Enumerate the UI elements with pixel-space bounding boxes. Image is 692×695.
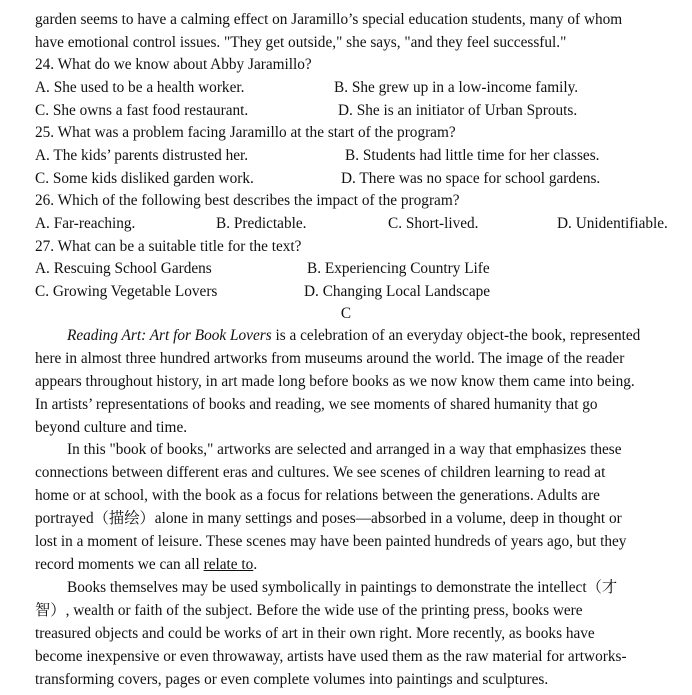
question-25-option-c: C. Some kids disliked garden work. <box>35 170 254 187</box>
question-24-option-b: B. She grew up in a low-income family. <box>334 79 579 96</box>
section-c-p3-line: Books themselves may be used symbolically in paintings to demonstrate the intellect（才 <box>67 579 618 596</box>
question-27-stem: 27. What can be a suitable title for the text? <box>35 238 302 255</box>
section-c-p2-line: connections between different eras and cultures. We see scenes of children learning to read at <box>35 464 606 481</box>
question-27-option-b: B. Experiencing Country Life <box>307 260 490 277</box>
passage-text: . <box>253 556 258 573</box>
question-26-option-a: A. Far-reaching. <box>35 215 136 232</box>
question-24-option-d: D. She is an initiator of Urban Sprouts. <box>338 102 578 119</box>
question-27-option-c: C. Growing Vegetable Lovers <box>35 283 218 300</box>
question-24-option-a: A. She used to be a health worker. <box>35 79 245 96</box>
question-26-option-d: D. Unidentifiable. <box>557 215 668 232</box>
question-26-option-c: C. Short-lived. <box>388 215 479 232</box>
question-25-option-b: B. Students had little time for her classes. <box>345 147 600 164</box>
section-c-p1-line <box>67 325 640 347</box>
passage-text: is a celebration of an everyday object-the book, represented <box>271 327 641 344</box>
section-c-p1-line: In artists’ representations of books and reading, we see moments of shared humanity that go <box>35 396 598 413</box>
section-c-p2-line: portrayed（描绘）alone in many settings and poses—absorbed in a volume, deep in thought or <box>35 510 622 527</box>
section-c-p1-line: appears throughout history, in art made long before books as we now know them came into being. <box>35 373 635 390</box>
section-c-p2-line: home or at school, with the book as a focus for relations between the generations. Adults are <box>35 487 600 504</box>
question-27-option-d: D. Changing Local Landscape <box>304 283 491 300</box>
section-c-p1-line: beyond culture and time. <box>35 419 188 436</box>
section-c-p2-line <box>35 554 257 576</box>
section-c-p3-line: treasured objects and could be works of art in their own right. More recently, as books have <box>35 625 595 642</box>
question-26-option-b: B. Predictable. <box>216 215 307 232</box>
book-title: Reading Art: Art for Book Lovers <box>67 327 272 344</box>
passage-text-line: have emotional control issues. "They get outside," she says, "and they feel successful." <box>35 34 567 51</box>
section-c-p2-line: In this "book of books," artworks are selected and arranged in a way that emphasizes these <box>67 441 622 458</box>
question-25-option-a: A. The kids’ parents distrusted her. <box>35 147 249 164</box>
passage-text: record moments we can all <box>35 556 204 573</box>
question-27-option-a: A. Rescuing School Gardens <box>35 260 212 277</box>
section-c-p2-line: lost in a moment of leisure. These scenes may have been painted hundreds of years ago, but they <box>35 533 627 550</box>
section-c-heading: C <box>340 305 352 322</box>
question-26-stem: 26. Which of the following best describes the impact of the program? <box>35 192 460 209</box>
section-c-p3-line: 智）, wealth or faith of the subject. Before the wide use of the printing press, books were <box>35 602 583 619</box>
section-c-p1-line: here in almost three hundred artworks from museums around the world. The image of the reader <box>35 350 625 367</box>
question-25-option-d: D. There was no space for school gardens. <box>341 170 601 187</box>
question-24-stem: 24. What do we know about Abby Jaramillo? <box>35 56 312 73</box>
underlined-phrase: relate to <box>203 556 254 573</box>
section-c-p3-line: transforming covers, pages or even complete volumes into paintings and sculptures. <box>35 671 549 688</box>
question-24-option-c: C. She owns a fast food restaurant. <box>35 102 249 119</box>
question-25-stem: 25. What was a problem facing Jaramillo at the start of the program? <box>35 124 456 141</box>
section-c-p3-line: become inexpensive or even throwaway, artists have used them as the raw material for artworks- <box>35 648 627 665</box>
passage-text-line: garden seems to have a calming effect on Jaramillo’s special education students, many of whom <box>35 11 623 28</box>
